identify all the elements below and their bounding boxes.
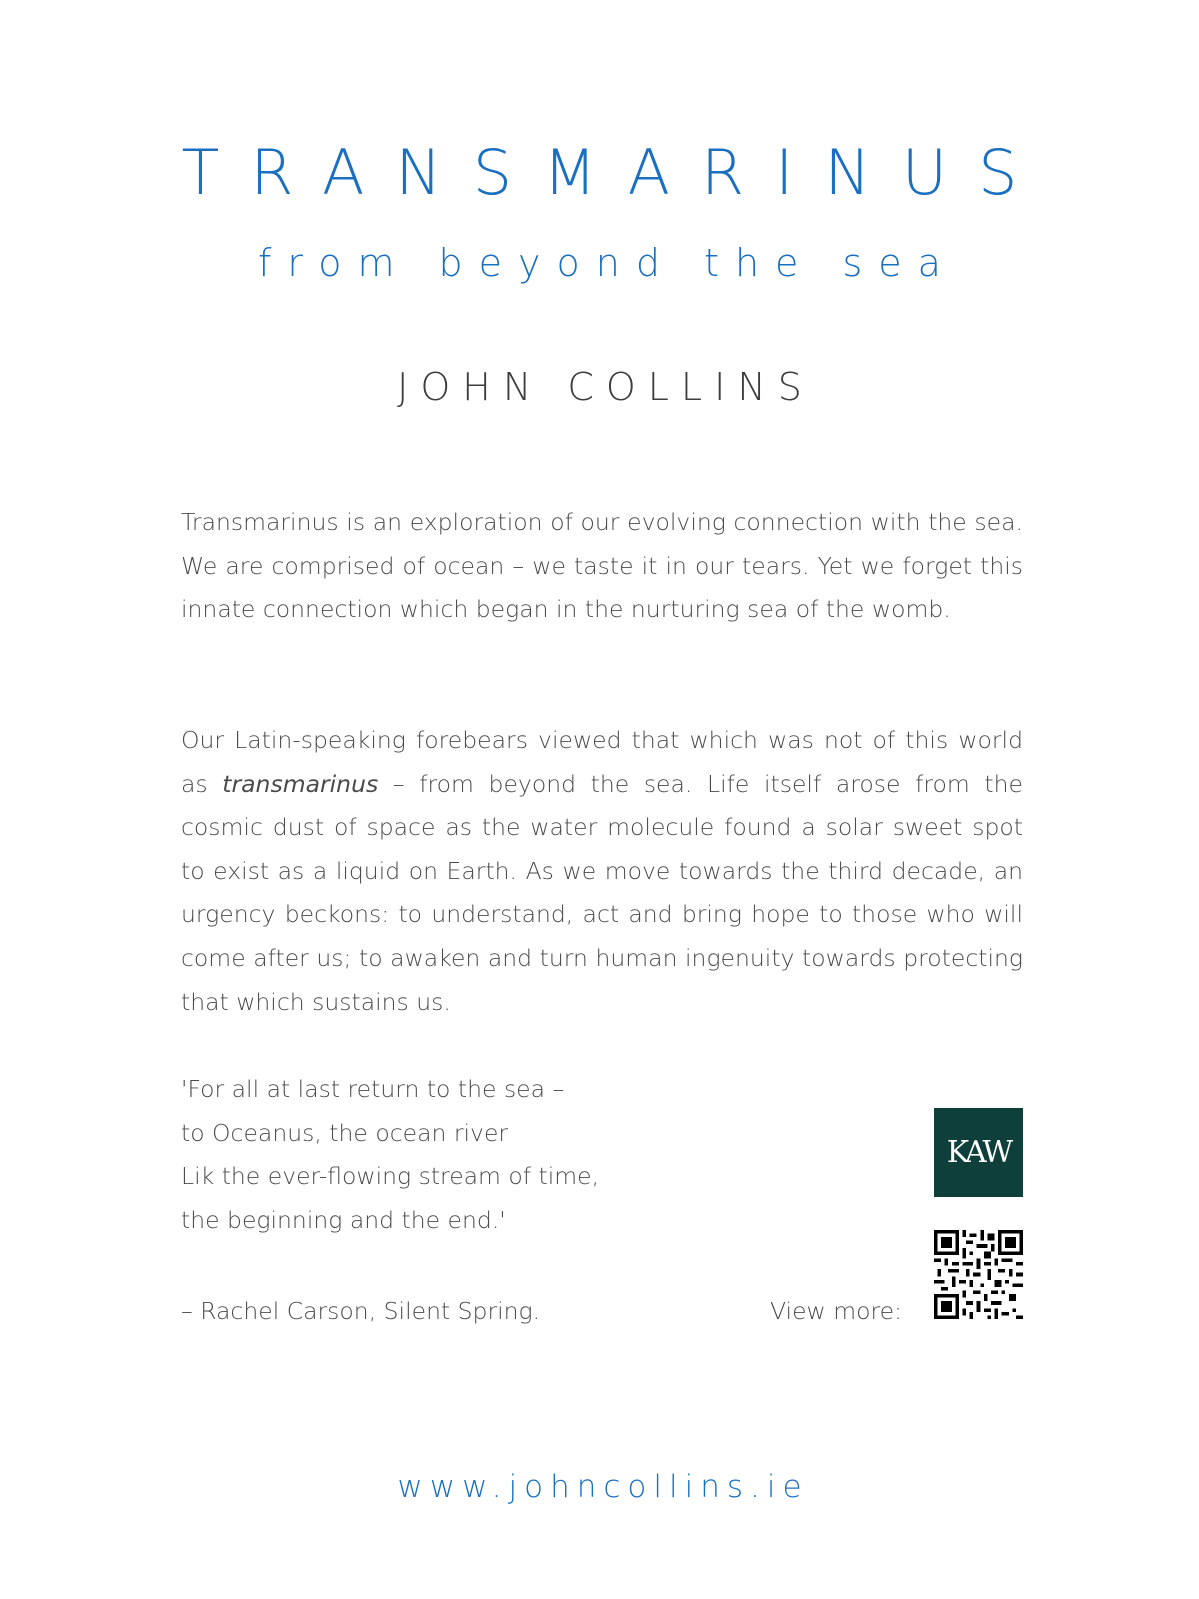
quote-attribution: – Rachel Carson, Silent Spring. <box>181 1297 541 1325</box>
kaw-logo: KAW <box>934 1108 1023 1197</box>
paragraph-text-start: Our Latin-speaking forebears viewed that which was not of this world as <box>181 726 1023 798</box>
intro-paragraph: Transmarinus is an exploration of our evolving connection with the sea. We are comprised of ocean – we taste it in our tears. Yet we forget this innate connection which began in the nurturing sea of the womb. <box>181 508 1023 624</box>
italic-term: transmarinus <box>222 769 379 798</box>
quote-line: the beginning and the end.' <box>181 1205 506 1234</box>
quote-block <box>181 1068 701 1242</box>
author-name: JOHN COLLINS <box>397 365 814 409</box>
quote-line: Lik the ever-flowing stream of time, <box>181 1162 600 1191</box>
page-subtitle: from beyond the sea <box>258 241 957 285</box>
qr-code-icon[interactable] <box>934 1230 1023 1319</box>
view-more-label: View more: <box>770 1297 903 1325</box>
quote-line: 'For all at last return to the sea – <box>181 1075 565 1103</box>
page-title: TRANSMARINUS <box>181 136 1049 209</box>
second-paragraph <box>181 719 1023 1024</box>
quote-line: to Oceanus, the ocean river <box>181 1118 509 1147</box>
website-link[interactable]: www.johncollins.ie <box>397 1469 809 1505</box>
paragraph-text-end: – from beyond the sea. Life itself arose from the cosmic dust of space as the water molecule found a solar sweet spot to exist as a liquid on Earth. As we move towards the third decade, an urgency beckons: to understand, act and bring hope to those who will come after us; to awaken and turn human ingenuity towards protecting that which sustains us. <box>181 769 1023 1016</box>
